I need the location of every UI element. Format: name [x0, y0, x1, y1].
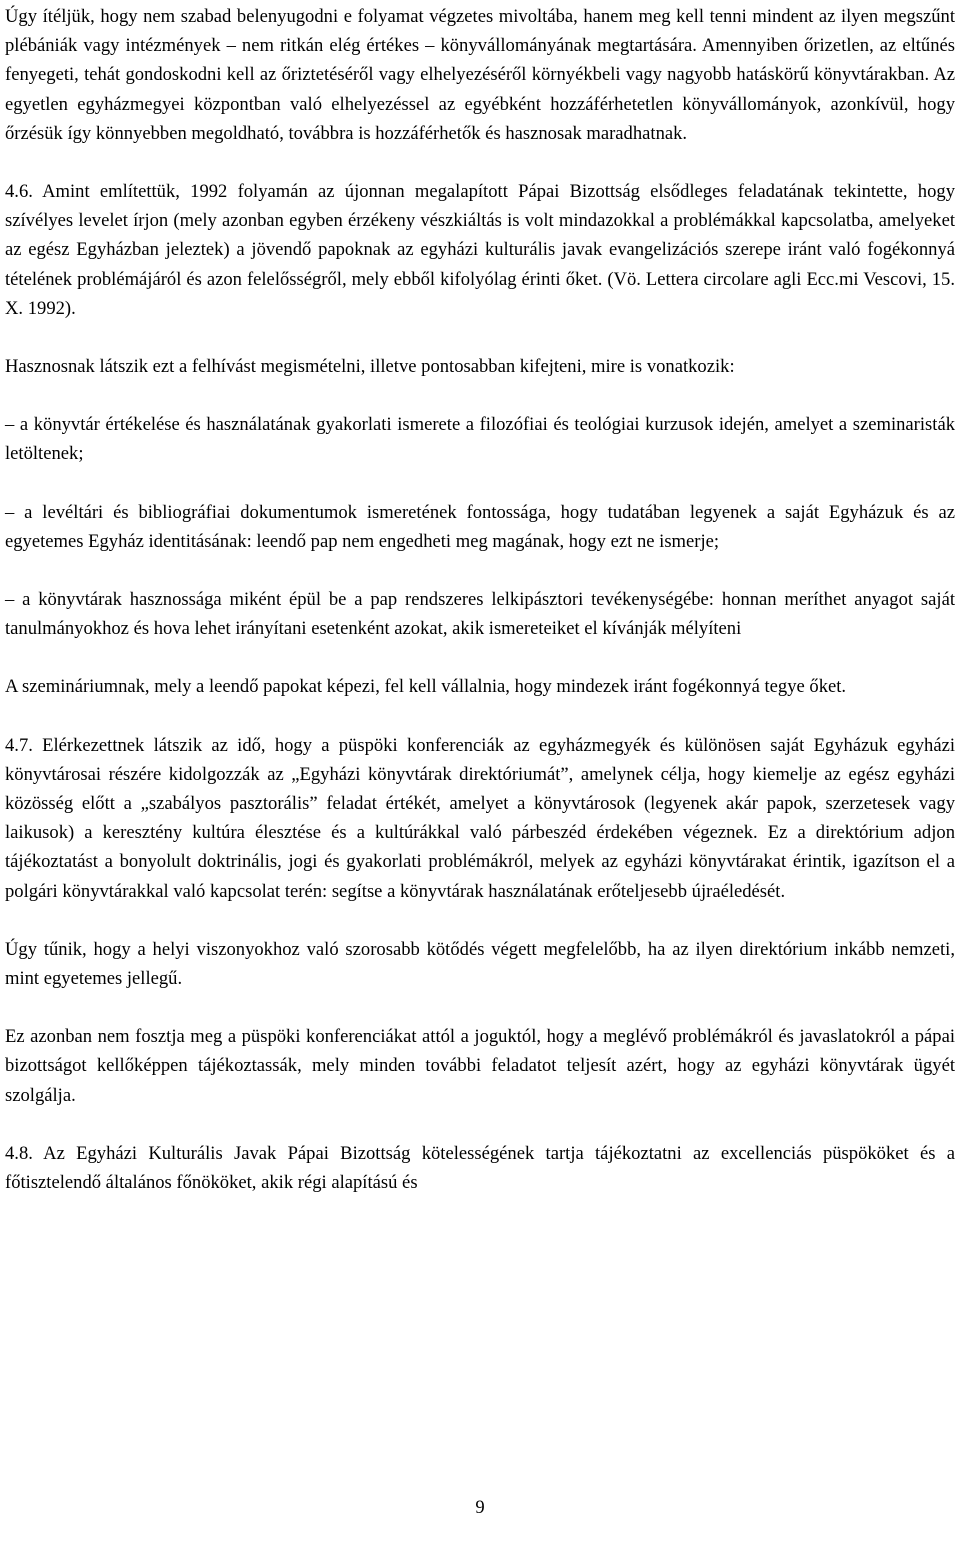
list-item-library-valuation: – a könyvtár értékelése és használatának gyakorlati ismerete a filozófiai és teológiai kurzusok idején, amelyet a szeminaristák letöltenek;: [5, 414, 955, 465]
paragraph-seminary: A szemináriumnak, mely a leendő papokat képezi, fel kell vállalnia, hogy mindezek iránt fogékonnyá tegye őket.: [5, 676, 847, 698]
paragraph-local-directory: Úgy tűnik, hogy a helyi viszonyokhoz való szorosabb kötődés végett megfelelőbb, ha az ilyen direktórium inkább nemzeti, mint egyetemes jellegű.: [5, 938, 955, 990]
paragraph-4-7: 4.7. Elérkezettnek látszik az idő, hogy a püspöki konferenciák az egyházmegyék és különösen saját Egyházuk egyházi könyvtárosai részére kidolgozzák az „Egyházi könyvtárak direktóriumát”, amelynek célja, hogy kiemelje az egész egyházi közösség előtt a „szabályos pasztorális” feladat értékét, amelyet a könyvtárosok (legyenek akár papok, szerzetesek vagy laikusok) a keresztény kultúra élesztése és a kultúrákkal való párbeszéd érdekében végeznek. Ez a direktórium adjon tájékoztatást a bonyolult doktrinális, jogi és gyakorlati problémákról, melyek az egyházi könyvtárakat érintik, igazítson el a polgári könyvtárakkal való kapcsolat terén: segítse a könyvtárak használatának erőteljesebb újraéledését.: [5, 734, 955, 902]
paragraph-bishops-conferences: Ez azonban nem fosztja meg a püspöki konferenciákat attól a joguktól, hogy a meglévő problémákról és javaslatokról a pápai bizottságot kellőképpen tájékoztassák, mely minden további feladatot teljesít azért, hogy az egyházi könyvtárak ügyét szolgálja.: [5, 1026, 955, 1106]
paragraph-4-6: 4.6. Amint említettük, 1992 folyamán az újonnan megalapított Pápai Bizottság elsődleges feladatának tekintette, hogy szívélyes levelet írjon (mely azonban egyben érzékeny vészkiáltás is volt mindazokkal a problémákkal kapcsolatba, amelyeket az egész Egyházban jeleztek) a jövendő papoknak az egyházi kulturális javak evangelizációs szerepe iránt való fogékonnyá tételének problémájáról és azon felelősségről, mely ebből kifolyólag érinti őket. (Vö. Lettera circolare agli Ecc.mi Vescovi, 15. X. 1992).: [5, 181, 955, 319]
page-number: 9: [475, 1497, 485, 1518]
paragraph-library-preservation: Úgy ítéljük, hogy nem szabad belenyugodni e folyamat végzetes mivoltába, hanem meg kell tenni mindent az ilyen megszűnt plébániák vagy intézmények – nem ritkán elég értékes – könyvállományának megtartására. Amennyiben őrizetlen, az eltűnés fenyegeti, tehát gondoskodni kell az őriztetéséről vagy elhelyezéséről környékbeli vagy nagyobb hatáskörű könyvtárakban. Az egyetlen egyházmegyei központban való elhelyezéssel az egyébként hozzáférhetetlen könyvállományok, azonkívül, hogy őrzésük így könnyebben megoldható, továbbra is hozzáférhetők és hasznosak maradhatnak.: [5, 6, 955, 144]
list-item-archival-documents: – a levéltári és bibliográfiai dokumentumok ismeretének fontossága, hogy tudatában legyenek a saját Egyházuk és az egyetemes Egyház identitásának: leendő pap nem engedheti meg magának, hogy ezt ne ismerje;: [5, 501, 955, 552]
paragraph-4-8: 4.8. Az Egyházi Kulturális Javak Pápai Bizottság kötelességének tartja tájékoztatni az excellenciás püspököket és a főtisztelendő általános főnököket, akik régi alapítású és: [5, 1142, 955, 1194]
document-page: [5, 2, 955, 1226]
paragraph-repeat-appeal: Hasznosnak látszik ezt a felhívást megismételni, illetve pontosabban kifejteni, mire is vonatkozik:: [5, 356, 735, 378]
list-item-library-usefulness: – a könyvtárak hasznossága miként épül be a pap rendszeres lelkipásztori tevékenységébe: honnan meríthet anyagot saját tanulmányokhoz és hova lehet irányítani esetenként azokat, akik ismereteiket el kívánják mélyíteni: [5, 589, 955, 640]
